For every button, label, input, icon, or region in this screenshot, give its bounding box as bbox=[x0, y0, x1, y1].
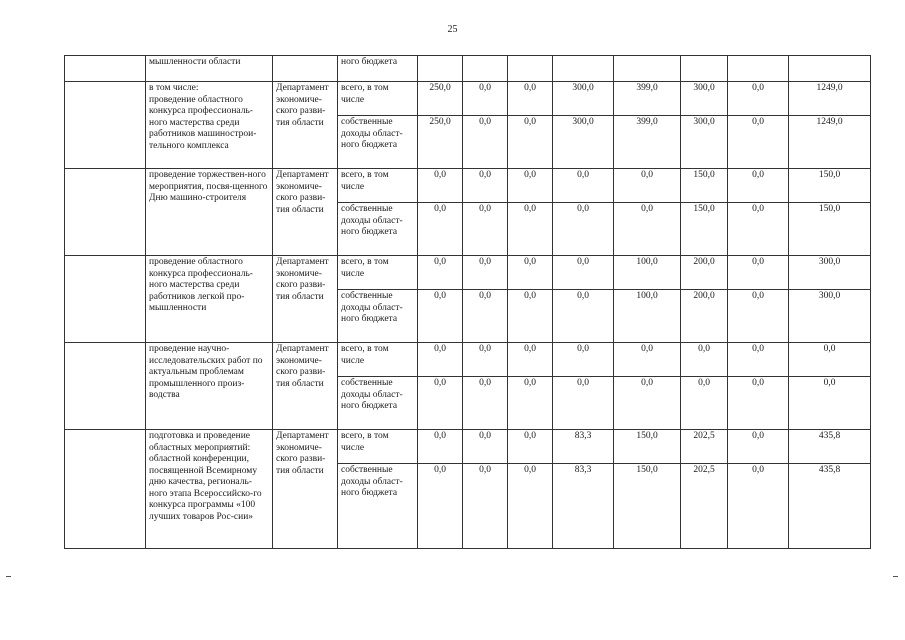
description-cell: мышленности области bbox=[146, 56, 273, 82]
table-row bbox=[65, 82, 871, 116]
value-cell: 399,0 bbox=[614, 82, 681, 116]
program-cell bbox=[65, 82, 146, 169]
table-row bbox=[65, 430, 871, 464]
program-cell bbox=[65, 169, 146, 256]
value-cell: 0,0 bbox=[508, 82, 553, 116]
executor-cell: Департамент экономиче-ского разви-тия области bbox=[273, 169, 338, 256]
source-cell: всего, в том числе bbox=[338, 430, 418, 464]
scan-mark-right bbox=[893, 576, 898, 577]
value-cell: 200,0 bbox=[681, 290, 728, 343]
value-cell: 0,0 bbox=[418, 377, 463, 430]
executor-cell: Департамент экономиче-ского разви-тия области bbox=[273, 430, 338, 549]
value-cell: 0,0 bbox=[508, 290, 553, 343]
value-cell bbox=[728, 56, 789, 82]
value-cell: 300,0 bbox=[681, 82, 728, 116]
scan-mark-left bbox=[6, 576, 11, 577]
value-cell: 0,0 bbox=[418, 290, 463, 343]
page-number: 25 bbox=[447, 24, 458, 35]
executor-cell: Департамент экономиче-ского разви-тия области bbox=[273, 343, 338, 430]
value-cell: 399,0 bbox=[614, 116, 681, 169]
value-cell: 0,0 bbox=[418, 203, 463, 256]
value-cell: 0,0 bbox=[463, 82, 508, 116]
value-cell: 0,0 bbox=[418, 464, 463, 549]
value-cell: 0,0 bbox=[508, 343, 553, 377]
program-cell bbox=[65, 430, 146, 549]
value-cell bbox=[614, 56, 681, 82]
description-cell: подготовка и проведение областных мероприятий: областной конференции, посвященной Всемирному дню качества, региональ-ного этапа Всероссийско-го конкурса программы «100 лучших товаров Рос-сии» bbox=[146, 430, 273, 549]
value-cell: 0,0 bbox=[418, 430, 463, 464]
program-cell bbox=[65, 343, 146, 430]
value-cell: 0,0 bbox=[728, 430, 789, 464]
value-cell: 100,0 bbox=[614, 256, 681, 290]
value-cell: 0,0 bbox=[553, 377, 614, 430]
value-cell: 250,0 bbox=[418, 82, 463, 116]
value-cell: 250,0 bbox=[418, 116, 463, 169]
value-cell: 0,0 bbox=[728, 82, 789, 116]
value-cell bbox=[463, 56, 508, 82]
value-cell: 0,0 bbox=[508, 377, 553, 430]
value-cell: 0,0 bbox=[418, 256, 463, 290]
value-cell: 150,0 bbox=[681, 203, 728, 256]
value-cell: 0,0 bbox=[463, 290, 508, 343]
value-cell: 0,0 bbox=[728, 464, 789, 549]
value-cell: 0,0 bbox=[614, 169, 681, 203]
value-cell: 0,0 bbox=[728, 116, 789, 169]
value-cell: 0,0 bbox=[553, 169, 614, 203]
value-cell: 100,0 bbox=[614, 290, 681, 343]
value-cell: 300,0 bbox=[553, 82, 614, 116]
table-row bbox=[65, 343, 871, 377]
total-cell: 1249,0 bbox=[789, 116, 871, 169]
description-cell: проведение областного конкурса профессиональ-ного мастерства среди работников легкой про-мышленности bbox=[146, 256, 273, 343]
total-cell: 1249,0 bbox=[789, 82, 871, 116]
executor-cell: Департамент экономиче-ского разви-тия области bbox=[273, 256, 338, 343]
value-cell: 0,0 bbox=[614, 377, 681, 430]
value-cell: 0,0 bbox=[614, 203, 681, 256]
value-cell bbox=[508, 56, 553, 82]
value-cell: 0,0 bbox=[553, 290, 614, 343]
description-cell: в том числе: проведение областного конкурса профессиональ-ного мастерства среди работников машинострои-тельного комплекса bbox=[146, 82, 273, 169]
value-cell: 0,0 bbox=[508, 430, 553, 464]
value-cell: 150,0 bbox=[614, 430, 681, 464]
total-cell: 150,0 bbox=[789, 203, 871, 256]
source-cell: всего, в том числе bbox=[338, 82, 418, 116]
executor-cell bbox=[273, 56, 338, 82]
value-cell: 0,0 bbox=[728, 343, 789, 377]
value-cell bbox=[553, 56, 614, 82]
source-cell: собственные доходы област-ного бюджета bbox=[338, 290, 418, 343]
total-cell: 300,0 bbox=[789, 256, 871, 290]
description-cell: проведение научно-исследовательских работ по актуальным проблемам промышленного произ-водства bbox=[146, 343, 273, 430]
value-cell: 0,0 bbox=[728, 256, 789, 290]
value-cell: 0,0 bbox=[463, 256, 508, 290]
total-cell: 0,0 bbox=[789, 343, 871, 377]
value-cell: 0,0 bbox=[728, 290, 789, 343]
value-cell: 0,0 bbox=[463, 169, 508, 203]
program-cell bbox=[65, 56, 146, 82]
value-cell: 0,0 bbox=[508, 169, 553, 203]
program-cell bbox=[65, 256, 146, 343]
value-cell: 0,0 bbox=[463, 116, 508, 169]
description-cell: проведение торжествен-ного мероприятия, посвя-щенного Дню машино-строителя bbox=[146, 169, 273, 256]
value-cell: 83,3 bbox=[553, 430, 614, 464]
value-cell: 150,0 bbox=[681, 169, 728, 203]
value-cell: 0,0 bbox=[508, 256, 553, 290]
total-cell: 0,0 bbox=[789, 377, 871, 430]
value-cell bbox=[681, 56, 728, 82]
value-cell: 300,0 bbox=[681, 116, 728, 169]
value-cell: 202,5 bbox=[681, 430, 728, 464]
source-cell: собственные доходы област-ного бюджета bbox=[338, 377, 418, 430]
value-cell: 300,0 bbox=[553, 116, 614, 169]
total-cell: 435,8 bbox=[789, 430, 871, 464]
value-cell: 0,0 bbox=[463, 464, 508, 549]
table-row-continuation bbox=[65, 56, 871, 82]
source-cell: всего, в том числе bbox=[338, 256, 418, 290]
value-cell: 0,0 bbox=[463, 343, 508, 377]
value-cell: 0,0 bbox=[463, 377, 508, 430]
value-cell: 0,0 bbox=[418, 343, 463, 377]
table-row bbox=[65, 256, 871, 290]
value-cell: 0,0 bbox=[463, 203, 508, 256]
value-cell: 0,0 bbox=[463, 430, 508, 464]
source-cell: ного бюджета bbox=[338, 56, 418, 82]
source-cell: собственные доходы област-ного бюджета bbox=[338, 203, 418, 256]
total-cell: 435,8 bbox=[789, 464, 871, 549]
value-cell bbox=[418, 56, 463, 82]
value-cell: 0,0 bbox=[508, 116, 553, 169]
executor-cell: Департамент экономиче-ского разви-тия области bbox=[273, 82, 338, 169]
value-cell: 0,0 bbox=[728, 203, 789, 256]
source-cell: всего, в том числе bbox=[338, 343, 418, 377]
value-cell: 200,0 bbox=[681, 256, 728, 290]
value-cell: 0,0 bbox=[681, 343, 728, 377]
value-cell: 0,0 bbox=[553, 343, 614, 377]
value-cell: 0,0 bbox=[508, 203, 553, 256]
source-cell: всего, в том числе bbox=[338, 169, 418, 203]
value-cell: 150,0 bbox=[614, 464, 681, 549]
table-row bbox=[65, 169, 871, 203]
value-cell: 0,0 bbox=[728, 169, 789, 203]
value-cell: 0,0 bbox=[728, 377, 789, 430]
source-cell: собственные доходы област-ного бюджета bbox=[338, 116, 418, 169]
value-cell: 0,0 bbox=[508, 464, 553, 549]
value-cell: 0,0 bbox=[418, 169, 463, 203]
value-cell: 0,0 bbox=[553, 203, 614, 256]
value-cell: 0,0 bbox=[614, 343, 681, 377]
budget-table bbox=[64, 55, 871, 549]
total-cell bbox=[789, 56, 871, 82]
source-cell: собственные доходы област-ного бюджета bbox=[338, 464, 418, 549]
total-cell: 150,0 bbox=[789, 169, 871, 203]
value-cell: 83,3 bbox=[553, 464, 614, 549]
value-cell: 0,0 bbox=[553, 256, 614, 290]
total-cell: 300,0 bbox=[789, 290, 871, 343]
value-cell: 202,5 bbox=[681, 464, 728, 549]
value-cell: 0,0 bbox=[681, 377, 728, 430]
